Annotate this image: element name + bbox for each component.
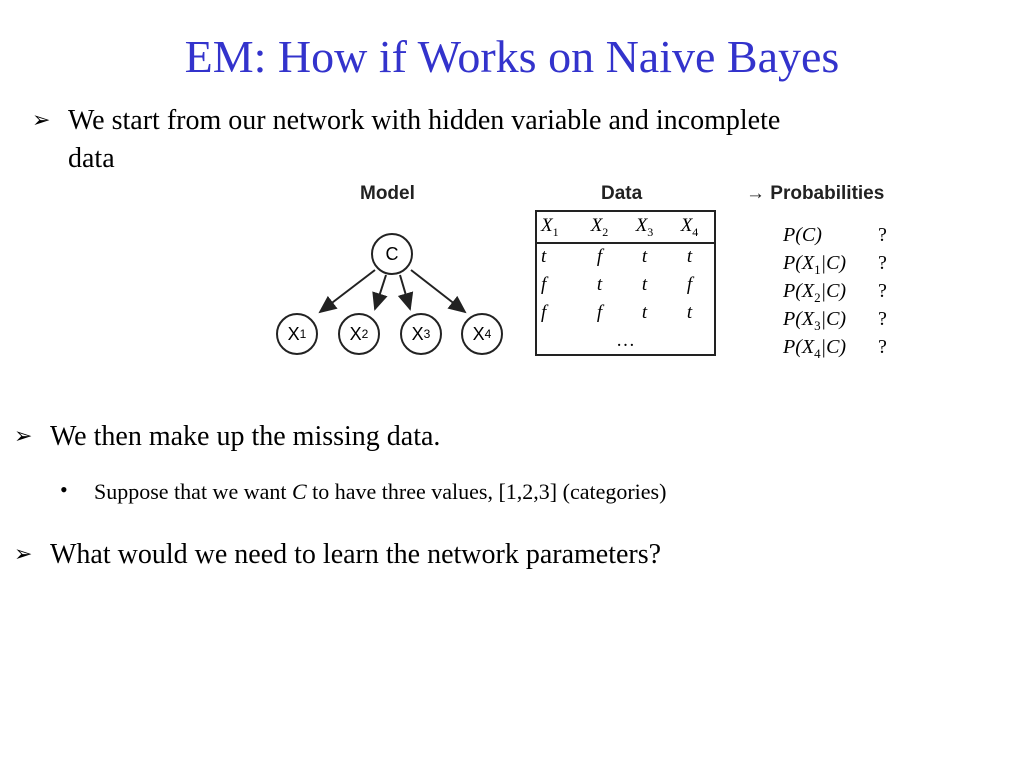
model-label: Model bbox=[360, 183, 415, 204]
header-cell: $X_3$ bbox=[635, 215, 654, 239]
node-x4: X 4 bbox=[461, 313, 503, 355]
table-cell: t bbox=[686, 302, 693, 323]
arrow-bullet-icon: ➢ bbox=[32, 108, 51, 133]
header-cell: $X_1$ bbox=[541, 215, 559, 239]
prob-expr: $P(X_3|C)$ bbox=[783, 308, 847, 333]
arrow-bullet-icon: ➢ bbox=[14, 424, 33, 449]
probabilities-label: → Probabilities bbox=[746, 183, 885, 204]
prob-expr: $P(X_2|C)$ bbox=[783, 280, 847, 305]
header-cell: $X_4$ bbox=[680, 215, 699, 239]
prob-value: ? bbox=[878, 280, 887, 302]
bullet-1-text: We start from our network with hidden variable and incomplete data bbox=[68, 105, 781, 174]
prob-expr: P(C) bbox=[783, 224, 822, 246]
table-cell: t bbox=[641, 302, 648, 323]
prob-value: ? bbox=[878, 252, 887, 274]
header-divider bbox=[537, 242, 714, 244]
edge-c-x3 bbox=[400, 275, 410, 309]
bullet-2 bbox=[14, 418, 914, 456]
table-cell: f bbox=[596, 302, 603, 323]
slide-title: EM: How if Works on Naive Bayes bbox=[184, 31, 840, 82]
table-cell: t bbox=[596, 274, 603, 295]
table-cell: t bbox=[641, 274, 648, 295]
table-row bbox=[537, 302, 714, 324]
table-row bbox=[537, 246, 714, 268]
sub-bullet-text: Suppose that we want C to have three values, [1,2,3] (categories) bbox=[94, 479, 667, 504]
node-c: C bbox=[371, 233, 413, 275]
data-label: Data bbox=[601, 183, 643, 204]
data-table-header bbox=[537, 215, 714, 240]
edge-c-x2 bbox=[375, 275, 386, 309]
bullet-3-text: What would we need to learn the network parameters? bbox=[50, 539, 662, 570]
table-cell: t bbox=[641, 246, 648, 267]
table-cell: f bbox=[686, 274, 693, 295]
node-x1: X 1 bbox=[276, 313, 318, 355]
table-cell: f bbox=[541, 302, 547, 323]
bullet-3 bbox=[14, 536, 914, 574]
table-cell: t bbox=[686, 246, 693, 267]
arrow-bullet-icon: ➢ bbox=[14, 542, 33, 567]
prob-value: ? bbox=[878, 308, 887, 330]
edge-c-x1 bbox=[320, 270, 375, 312]
table-cell: f bbox=[596, 246, 603, 267]
dot-bullet-icon: • bbox=[60, 477, 68, 502]
sub-bullet bbox=[60, 477, 960, 507]
table-ellipsis: … bbox=[616, 330, 635, 351]
header-cell: $X_2$ bbox=[590, 215, 609, 239]
prob-value: ? bbox=[878, 336, 887, 358]
table-cell: f bbox=[541, 274, 547, 295]
node-x2: X 2 bbox=[338, 313, 380, 355]
prob-expr: $P(X_1|C)$ bbox=[783, 252, 847, 277]
bullet-2-text: We then make up the missing data. bbox=[50, 421, 441, 452]
edge-c-x4 bbox=[411, 270, 465, 312]
node-x3: X 3 bbox=[400, 313, 442, 355]
table-row bbox=[537, 274, 714, 296]
data-table bbox=[535, 210, 716, 356]
prob-value: ? bbox=[878, 224, 887, 246]
table-cell: t bbox=[541, 246, 547, 267]
prob-expr: $P(X_4|C)$ bbox=[783, 336, 847, 361]
